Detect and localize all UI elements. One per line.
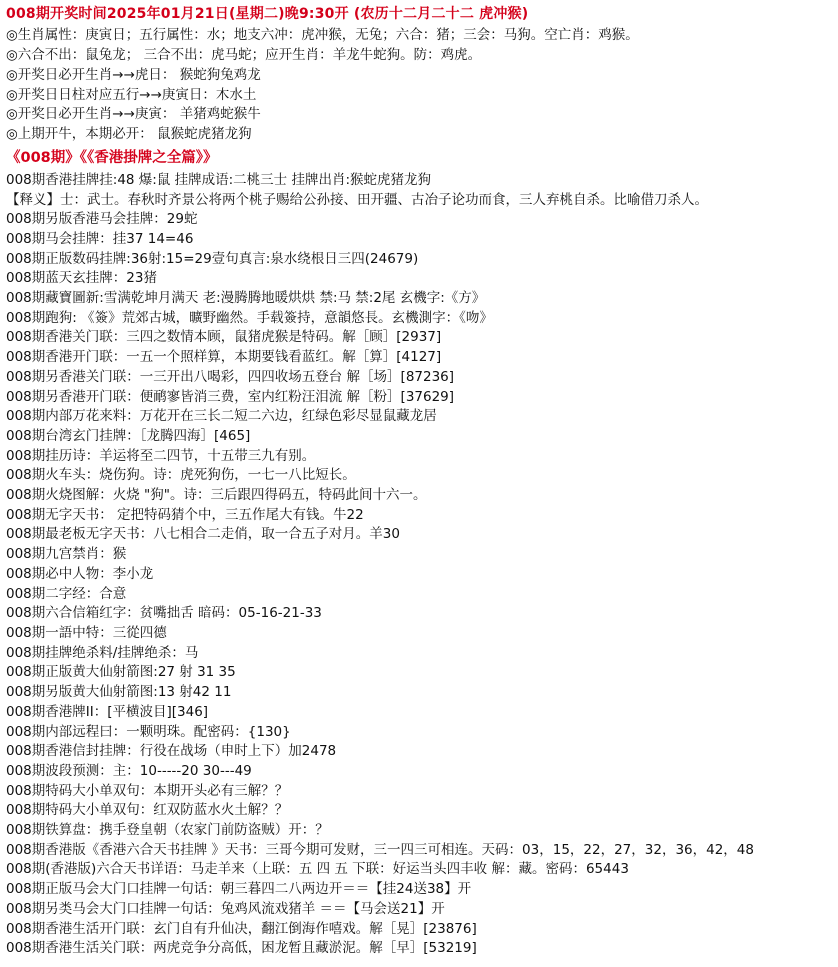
- body-line-22: 008期二字经：合意: [6, 585, 127, 602]
- body-line-23: 008期六合信箱红字：贫嘴拙舌 暗码：05-16-21-33: [6, 605, 322, 622]
- body-line-24: 008期一語中特：三從四德: [6, 624, 167, 641]
- body-line-27: 008期另版黄大仙射箭图:13 射42 11: [6, 684, 232, 701]
- attribute-line-3: ◎开奖日必开生肖→→虎日： 猴蛇狗兔鸡龙: [6, 66, 261, 83]
- body-line-33: 008期特码大小单双句：红双防蓝水火土解？？: [6, 802, 289, 819]
- body-line-14: 008期台湾玄门挂牌：［龙腾四海］[465]: [6, 427, 251, 444]
- body-line-38: 008期另类马会大门口挂牌一句话：兔鸡风流戏猪羊 ＝＝【马会送21】开: [6, 900, 445, 917]
- draw-time-header: 008期开奖时间2025年01月21日(星期二)晚9:30开 (农历十二月二十二 虎冲猴): [6, 6, 529, 22]
- body-line-17: 008期火烧图解：火烧 "狗"。诗：三后跟四得码五，特码此间十六一。: [6, 487, 427, 504]
- page-title: 《008期》《《香港掛牌之全篇》》: [6, 149, 218, 166]
- body-line-31: 008期波段预测：主：10-----20 30---49: [6, 762, 252, 779]
- body-line-5: 008期正版数码挂牌:36射:15=29壹句真言:泉水绕根日三四(24679): [6, 250, 419, 267]
- body-line-20: 008期九宫禁肖：猴: [6, 546, 127, 563]
- body-line-35: 008期香港版《香港六合天书挂牌 》天书：三哥今期可发财，三一四三可相连。天码：03，15，22，27，32，36，42，48: [6, 841, 754, 858]
- body-line-39: 008期香港生活开门联：玄门自有升仙决，翻江倒海作嘻戏。解［晃］[23876]: [6, 920, 477, 937]
- body-line-2: 【释义】士：武士。春秋时齐景公将两个桃子赐给公孙接、田开疆、古冶子论功而食，三人弃桃自杀。比喻借刀杀人。: [6, 191, 708, 208]
- body-line-30: 008期香港信封挂牌：行役在战场（申时上下）加2478: [6, 743, 337, 760]
- body-line-10: 008期香港开门联：一五一个照样算，本期要钱看蓝红。解［算］[4127]: [6, 349, 442, 366]
- body-line-18: 008期无字天书： 定把特码猜个中，三五作尾大有钱。牛22: [6, 506, 364, 523]
- body-line-36: 008期(香港版)六合天书详语：马走羊来（上联：五 四 五 下联：好运当头四丰收 解：藏。密码：65443: [6, 861, 629, 878]
- body-line-13: 008期内部万花来料：万花开在三长二短二六边，红绿色彩尽显鼠藏龙居: [6, 408, 437, 425]
- attribute-line-5: ◎开奖日必开生肖→→庚寅： 羊猪鸡蛇猴牛: [6, 106, 261, 123]
- body-section: [6, 171, 832, 959]
- body-line-34: 008期铁算盘：携手登皇朝（农家门前防盗贼）开：？: [6, 822, 329, 839]
- attribute-line-4: ◎开奖日日柱对应五行→→庚寅日：木水土: [6, 86, 257, 103]
- body-line-11: 008期另香港关门联：一三开出八喝彩，四四收场五登台 解［场］[87236]: [6, 368, 455, 385]
- body-line-9: 008期香港关门联：三四之数情本顾，鼠猪虎猴是特码。解［顾］[2937]: [6, 329, 442, 346]
- body-line-7: 008期藏寶圖新:雪满乾坤月满天 老:漫腾腾地暖烘烘 禁:马 禁:2尾 玄機字:《方》: [6, 290, 486, 307]
- body-line-21: 008期必中人物：李小龙: [6, 565, 154, 582]
- attribute-line-6: ◎上期开牛，本期必开： 鼠猴蛇虎猪龙狗: [6, 125, 252, 142]
- body-line-26: 008期正版黄大仙射箭图:27 射 31 35: [6, 664, 236, 681]
- body-line-32: 008期特码大小单双句：本期开头必有三解？？: [6, 782, 289, 799]
- attribute-section: [6, 26, 832, 144]
- body-line-19: 008期最老板无字天书：八七相合二走俏，取一合五子对月。羊30: [6, 526, 400, 543]
- body-line-6: 008期蓝天玄挂牌：23猪: [6, 270, 157, 287]
- body-line-1: 008期香港挂牌挂:48 爆:鼠 挂牌成语:二桃三士 挂牌出肖:猴蛇虎猪龙狗: [6, 171, 432, 188]
- body-line-8: 008期跑狗: 《簽》荒郊古城，曠野幽然。手载簽持，意韻悠長。玄機測字：《吻》: [6, 309, 493, 326]
- attribute-line-1: ◎生肖属性：庚寅日；五行属性：水；地支六冲：虎冲猴，无兔；六合：猪；三会：马狗。空亡肖：鸡猴。: [6, 27, 639, 44]
- body-line-37: 008期正版马会大门口挂牌一句话：朝三暮四二八两边开＝＝【挂24送38】开: [6, 881, 472, 898]
- body-line-12: 008期另香港开门联：便鸸寥皆消三费，室内红粉汪泪流 解［粉］[37629]: [6, 388, 455, 405]
- body-line-3: 008期另版香港马会挂牌：29蛇: [6, 211, 198, 228]
- body-line-25: 008期挂牌绝杀料/挂牌绝杀：马: [6, 644, 199, 661]
- body-line-16: 008期火车头：烧伤狗。诗：虎死狗伤，一七一八比短长。: [6, 467, 356, 484]
- body-line-28: 008期香港牌II：[平横波目][346]: [6, 703, 209, 720]
- body-line-40: 008期香港生活关门联：两虎竞争分高低，困龙暂且藏淤泥。解［早］[53219]: [6, 940, 477, 957]
- attribute-line-2: ◎六合不出：鼠兔龙； 三合不出：虎马蛇；应开生肖：羊龙牛蛇狗。防：鸡虎。: [6, 47, 482, 64]
- body-line-4: 008期马会挂牌：挂37 14=46: [6, 230, 194, 247]
- body-line-15: 008期挂历诗：羊运将至二四节，十五带三九有别。: [6, 447, 316, 464]
- body-line-29: 008期内部远程曰：一颗明珠。配密码：{130}: [6, 723, 291, 740]
